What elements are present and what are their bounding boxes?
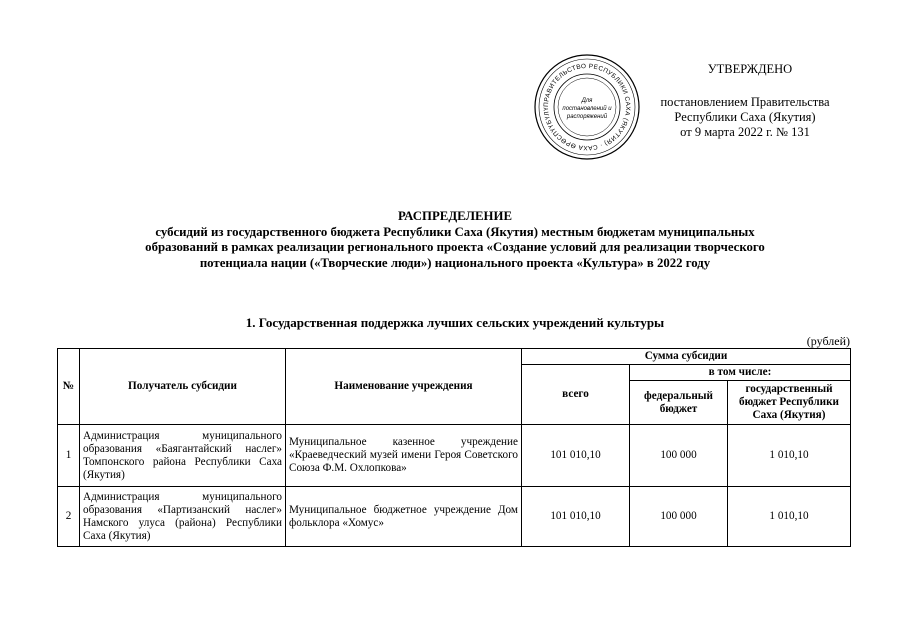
seal-center-line-2: постановлений и <box>562 106 612 112</box>
row-recipient: Администрация муниципального образования «Партизанский наслег» Намского улуса (района) Республики Саха (Якутия) <box>80 487 286 547</box>
row-federal: 100 000 <box>630 425 728 487</box>
heading-line-3: потенциала нации («Творческие люди») национального проекта «Культура» в 2022 году <box>199 255 711 270</box>
approval-line-1: постановлением Правительства <box>660 95 830 109</box>
header-num: № <box>58 349 80 425</box>
approval-title: УТВЕРЖДЕНО <box>707 62 793 76</box>
table-row <box>58 487 851 547</box>
heading-line-2: образований в рамках реализации регионального проекта «Создание условий для реализации творческого <box>145 240 765 254</box>
row-total: 101 010,10 <box>522 487 630 547</box>
seal-icon <box>532 52 642 162</box>
currency-unit: (рублей) <box>806 334 850 348</box>
table-row <box>58 425 851 487</box>
header-sum: Сумма субсидии <box>522 349 851 365</box>
row-regional: 1 010,10 <box>728 425 851 487</box>
approval-block <box>638 62 852 140</box>
document-heading <box>60 209 850 271</box>
header-recipient: Получатель субсидии <box>80 349 286 425</box>
row-institution: Муниципальное бюджетное учреждение Дом фольклора «Хомус» <box>286 487 522 547</box>
row-num: 2 <box>58 487 80 547</box>
heading-line-1: субсидий из государственного бюджета Республики Саха (Якутия) местным бюджетам муниципальных <box>155 224 755 239</box>
header-regional: государственный бюджет Республики Саха (Якутия) <box>728 381 851 425</box>
row-num: 1 <box>58 425 80 487</box>
section-title: 1. Государственная поддержка лучших сельских учреждений культуры <box>245 315 665 330</box>
approval-line-3: от 9 марта 2022 г. № 131 <box>680 125 810 139</box>
seal-ring-text: ПРАВИТЕЛЬСТВО РЕСПУБЛИКИ САХА (ЯКУТИЯ) · САХА ӨРӨСПҮҮБҮЛҮ <box>542 62 632 152</box>
seal-center-line-1: Для <box>581 98 593 104</box>
row-recipient: Администрация муниципального образования «Баягантайский наслег» Томпонского района Республики Саха (Якутия) <box>80 425 286 487</box>
document-title: РАСПРЕДЕЛЕНИЕ <box>397 209 512 223</box>
header-federal: федеральный бюджет <box>630 381 728 425</box>
row-institution: Муниципальное казенное учреждение «Краеведческий музей имени Героя Советского Союза Ф.М. Охлопкова» <box>286 425 522 487</box>
row-regional: 1 010,10 <box>728 487 851 547</box>
row-total: 101 010,10 <box>522 425 630 487</box>
approval-line-2: Республики Саха (Якутия) <box>674 110 816 124</box>
row-federal: 100 000 <box>630 487 728 547</box>
official-seal <box>532 52 642 162</box>
header-institution: Наименование учреждения <box>286 349 522 425</box>
header-total: всего <box>522 365 630 425</box>
seal-center-line-3: распоряжений <box>566 114 608 120</box>
header-including: в том числе: <box>630 365 851 381</box>
subsidy-table <box>57 348 851 547</box>
